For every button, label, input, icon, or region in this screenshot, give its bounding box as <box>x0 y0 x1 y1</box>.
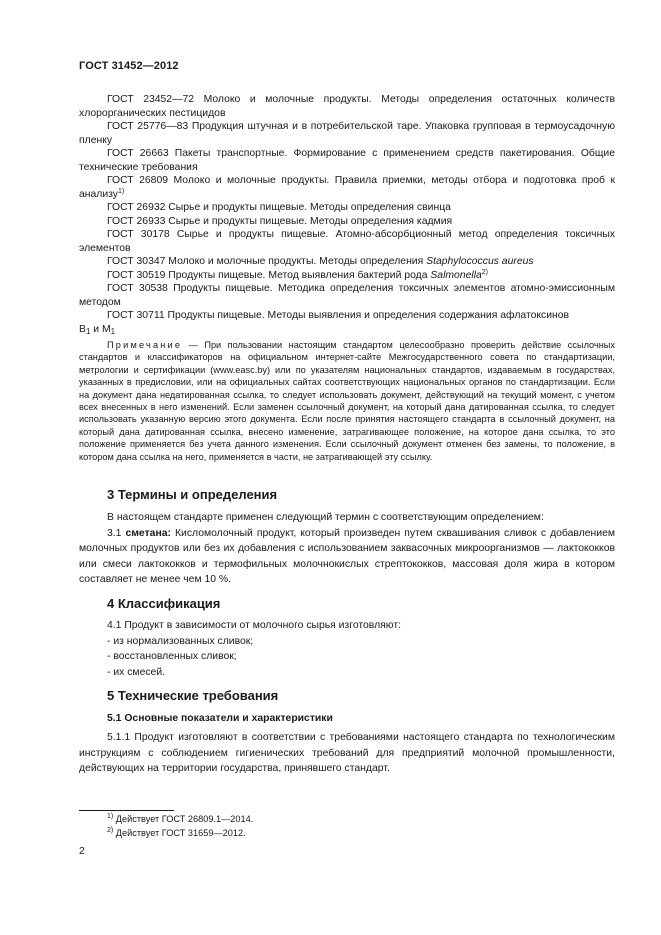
page-number: 2 <box>79 846 85 857</box>
reference-item: ГОСТ 30538 Продукты пищевые. Методика определения токсичных элементов атомно-эмиссионным методом <box>79 283 615 308</box>
section-3-body <box>79 510 615 588</box>
section-4-body <box>79 618 615 680</box>
section-3-heading: 3 Термины и определения <box>107 487 278 502</box>
list-item: - восстановленных сливок; <box>107 651 237 662</box>
reference-item: ГОСТ 25776—83 Продукция штучная и в потребительской таре. Упаковка групповая в термоусадочную пленку <box>79 121 615 146</box>
footnote-ref: 2) <box>481 268 489 276</box>
reference-item: ГОСТ 26933 Сырье и продукты пищевые. Методы определения кадмия <box>107 215 453 227</box>
reference-item: ГОСТ 30347 Молоко и молочные продукты. Методы определения Staphylococcus aureus <box>107 256 534 267</box>
section-5-body <box>79 730 615 777</box>
footnote-ref: 1) <box>118 187 125 195</box>
section-4-heading: 4 Классификация <box>107 596 221 611</box>
footnote-1: $^{1)}$ Действует ГОСТ 26809.1—2014. <box>107 813 254 824</box>
reference-item: ГОСТ 30711 Продукты пищевые. Методы выявления и определения содержания афлатоксинов <box>107 310 570 321</box>
document-code-header: ГОСТ 31452—2012 <box>79 60 179 72</box>
note-label: Примечание <box>107 340 183 350</box>
list-item: - из нормализованных сливок; <box>107 635 254 647</box>
reference-item: ГОСТ 23452—72 Молоко и молочные продукты. Методы определения остаточных количеств хлорорганических пестицидов <box>79 94 615 119</box>
note-text: — При пользовании настоящим стандартом целесообразно проверить действие ссылочных стандартов и классификаторов на официальном интернет-сайте Межгосударственного совета по стандартизации, метрологии и сертификации (www.easc.by) или по указателям национальных стандартов, издаваемым в государствах, указанных в предисловии, или на официальных сайтах соответствующих национальных органов по стандартизации. Если на документ дана недатированная ссылка, то следует использовать документ, действующий на текущий момент, с учетом всех внесенных в него изменений. Если заменен ссылочный документ, на который дана датированная ссылка, то следует использовать указанную версию этого документа. Если после принятия настоящего стандарта в ссылочный документ, на который дана датированная ссылка, внесено изменение, затрагивающее положение, на которое дана ссылка, то это положение применяется без учета данного изменения. Если ссылочный документ отменен без замены, то положение, в котором дана ссылка на него, применяется в части, не затрагивающей эту ссылку. <box>79 340 615 462</box>
note-block <box>79 339 615 463</box>
footnote-2: $^{2)}$ Действует ГОСТ 31659—2012. <box>107 827 246 838</box>
reference-item: ГОСТ 30178 Сырье и продукты пищевые. Атомно-абсорбционный метод определения токсичных элементов <box>79 229 615 254</box>
subsection-5-1-heading: 5.1 Основные показатели и характеристики <box>107 713 333 724</box>
section-3-intro: В настоящем стандарте применен следующий термин с соответствующим определением: <box>107 512 544 523</box>
reference-item: ГОСТ 26932 Сырье и продукты пищевые. Методы определения свинца <box>107 202 451 213</box>
normative-references-list <box>79 93 615 338</box>
list-item: - их смесей. <box>107 666 166 678</box>
footnote-divider <box>79 810 174 811</box>
section-5-heading: 5 Технические требования <box>107 688 279 703</box>
reference-item: ГОСТ 26663 Пакеты транспортные. Формирование с применением средств пакетирования. Общие технические требования <box>79 148 615 173</box>
term: сметана: <box>125 527 171 539</box>
aflatoxin-line: $B_1$ и $M_1$ <box>79 323 116 336</box>
section-4-intro: 4.1 Продукт в зависимости от молочного сырья изготовляют: <box>107 620 401 631</box>
term-definition: 3.1 сметана: Кисломолочный продукт, который произведен путем сквашивания сливок с добавлением молочных продуктов или без их добавления с использованием заквасочных микроорганизмов — лактококков или смеси лактококков и термофильных молочнокислых стрептококков, массовая доля жира в котором составляет не менее чем 10 %. <box>79 527 615 585</box>
section-5-paragraph: 5.1.1 Продукт изготовляют в соответствии с требованиями настоящего стандарта по технологическим инструкциям с соблюдением гигиенических требований для предприятий молочной промышленности, действующих на территории государства, принявшего стандарт. <box>79 732 615 774</box>
reference-item: ГОСТ 26809 Молоко и молочные продукты. Правила приемки, методы отбора и подготовка проб к анализу$^{1)}$ <box>79 175 615 200</box>
reference-item: ГОСТ 30519 Продукты пищевые. Метод выявления бактерий рода Salmonella$^{2)}$ <box>107 268 489 281</box>
